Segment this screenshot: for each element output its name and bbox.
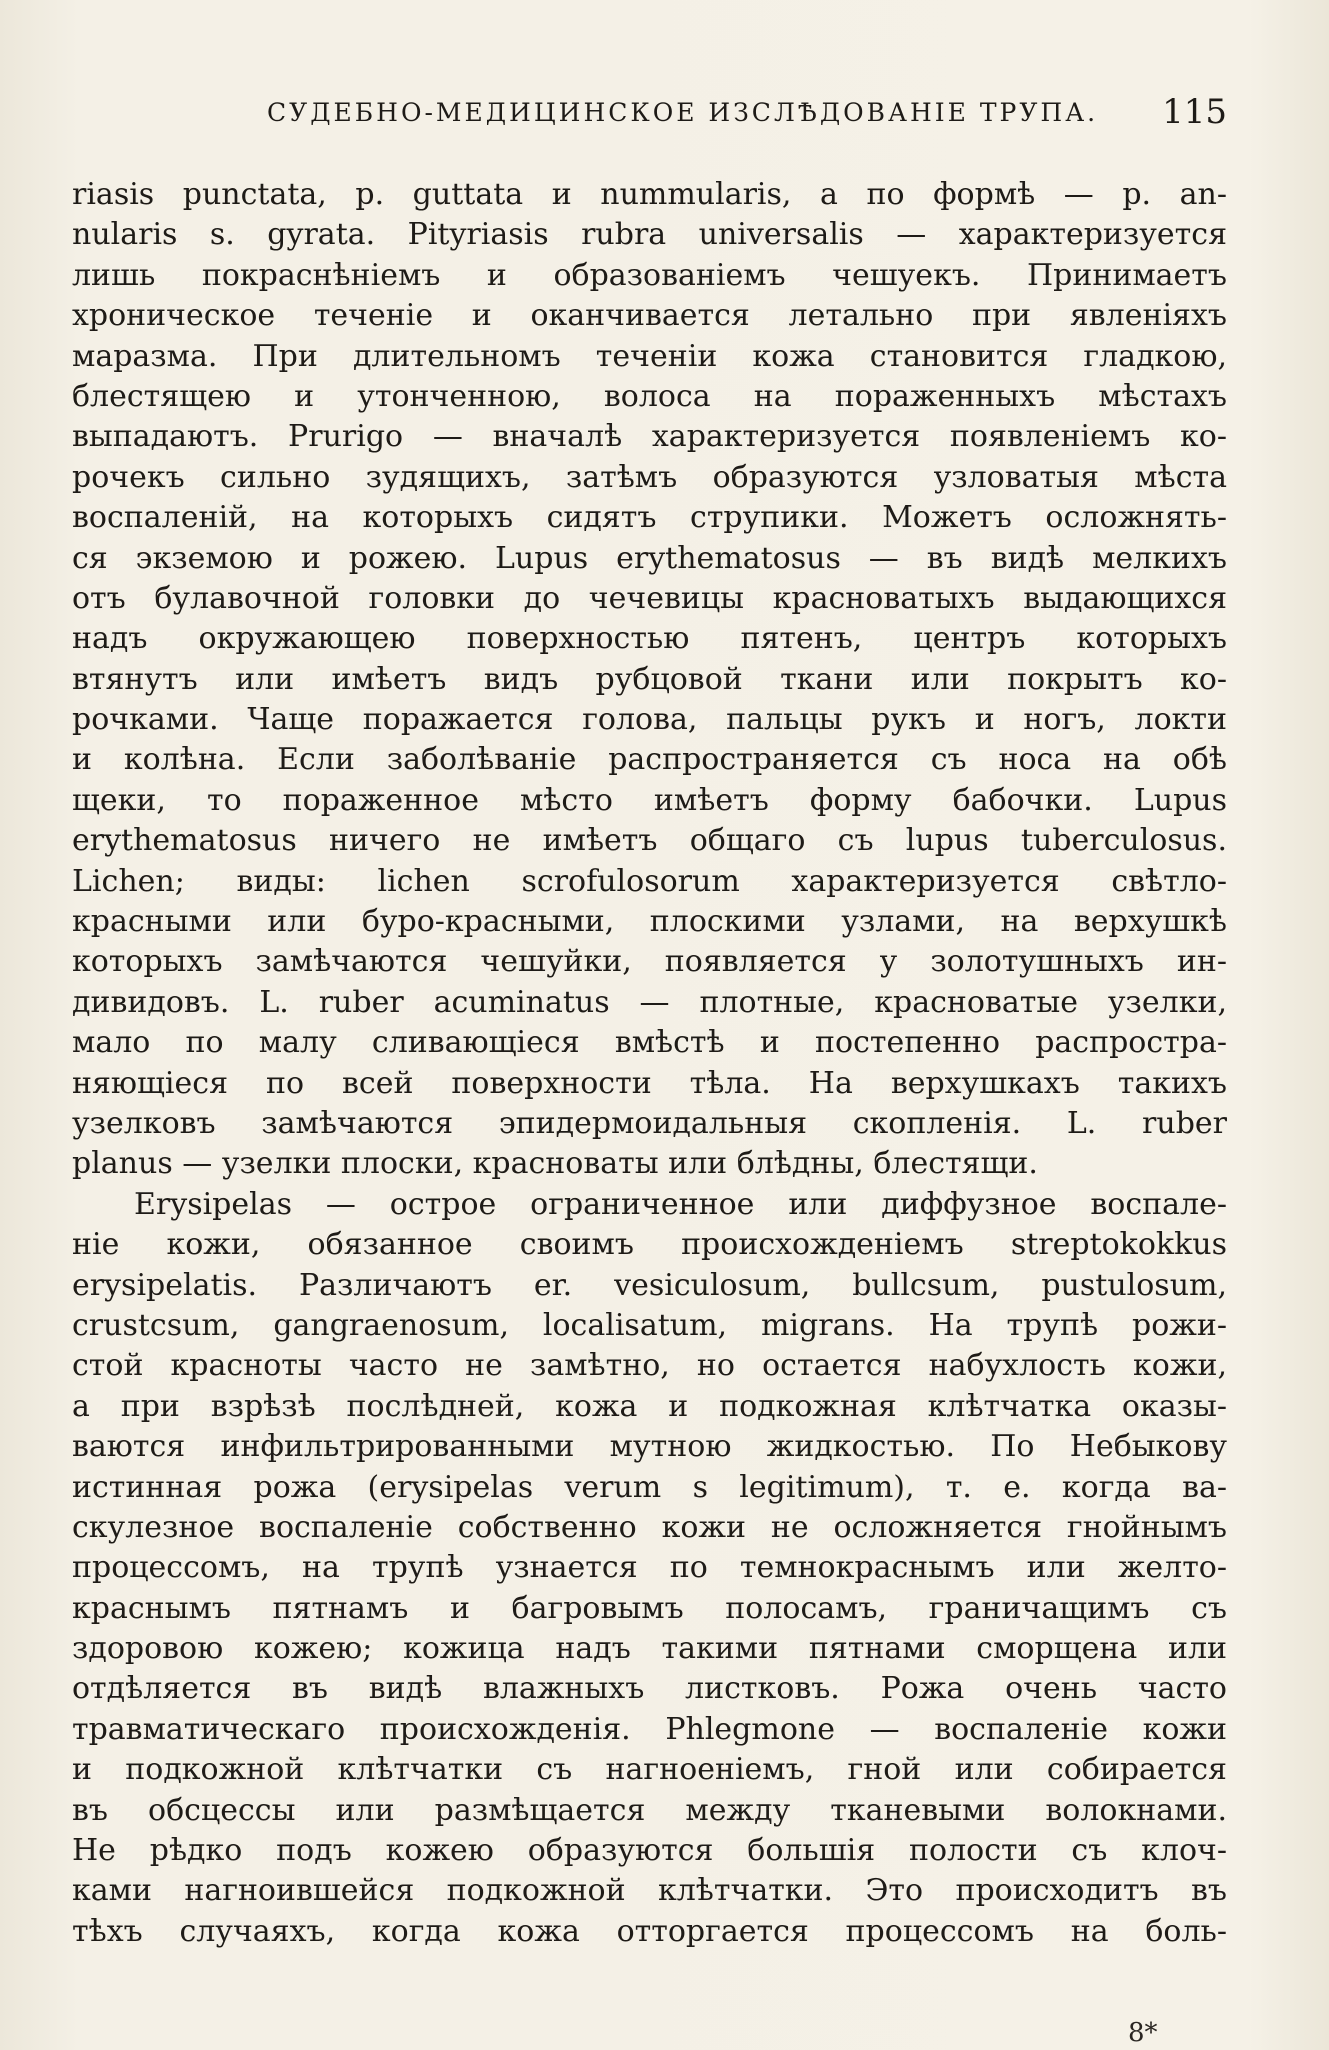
text-line: травматическаго происхожденія. Phlegmone — воспаленіе кожи — [72, 1711, 1227, 1747]
text-line: втянутъ или имѣетъ видъ рубцовой ткани или покрытъ ко- — [72, 661, 1227, 697]
text-line: щеки, то пораженное мѣсто имѣетъ форму бабочки. Lupus — [72, 782, 1227, 818]
text-line: ваются инфильтрированными мутною жидкостью. По Небыкову — [72, 1429, 1227, 1465]
text-line: рочекъ сильно зудящихъ, затѣмъ образуются узловатыя мѣста — [72, 459, 1227, 495]
text-line: маразма. При длительномъ теченіи кожа становится гладкою, — [72, 338, 1227, 374]
text-line: воспаленій, на которыхъ сидятъ струпики. Можетъ осложнять- — [72, 500, 1227, 536]
text-line: Не рѣдко подъ кожею образуются большія полости съ клоч- — [72, 1833, 1227, 1869]
text-line: тѣхъ случаяхъ, когда кожа отторгается процессомъ на боль- — [72, 1913, 1227, 1949]
text-line: здоровою кожею; кожица надъ такими пятнами сморщена или — [72, 1631, 1227, 1667]
text-line: отдѣляется въ видѣ влажныхъ листковъ. Рожа очень часто — [72, 1671, 1227, 1707]
text-line-paragraph-start: Erysipelas — острое ограниченное или диффузное воспале- — [134, 1186, 1227, 1222]
text-line: процессомъ, на трупѣ узнается по темнокраснымъ или желто- — [72, 1550, 1227, 1586]
text-line: истинная рожа (erysipelas verum s legitimum), т. е. когда ва- — [72, 1469, 1227, 1505]
text-line: ніе кожи, обязанное своимъ происхожденіемъ streptokokkus — [72, 1227, 1227, 1263]
text-line: выпадаютъ. Prurigo — вначалѣ характеризуется появленіемъ ко- — [72, 419, 1227, 455]
text-line: которыхъ замѣчаются чешуйки, появляется у золотушныхъ ин- — [72, 944, 1227, 980]
body-text — [72, 175, 1227, 1952]
text-line: хроническое теченіе и оканчивается летально при явленіяхъ — [72, 298, 1227, 334]
page-header — [72, 92, 1227, 136]
text-line: Lichen; виды: lichen scrofulosorum характеризуется свѣтло- — [72, 863, 1227, 899]
text-line: nularis s. gyrata. Pityriasis rubra universalis — характеризуется — [72, 217, 1227, 253]
text-line: мало по малу сливающіеся вмѣстѣ и постепенно распростра- — [72, 1025, 1227, 1061]
text-line: и подкожной клѣтчатки съ нагноеніемъ, гной или собирается — [72, 1752, 1227, 1788]
text-line: скулезное воспаленіе собственно кожи не осложняется гнойнымъ — [72, 1509, 1227, 1545]
text-line: ся экземою и рожею. Lupus erythematosus — въ видѣ мелкихъ — [72, 540, 1227, 576]
page-number: 115 — [1162, 92, 1227, 132]
text-line: красными или буро-красными, плоскими узлами, на верхушкѣ — [72, 904, 1227, 940]
text-line: узелковъ замѣчаются эпидермоидальныя скопленія. L. ruber — [72, 1105, 1227, 1141]
text-line: и колѣна. Если заболѣваніе распространяется съ носа на обѣ — [72, 742, 1227, 778]
text-line: erysipelatis. Различаютъ er. vesiculosum, bullcsum, pustulosum, — [72, 1267, 1227, 1303]
text-line: ками нагноившейся подкожной клѣтчатки. Это происходитъ въ — [72, 1873, 1227, 1909]
text-line: riasis punctata, p. guttata и nummularis, а по формѣ — p. an- — [72, 177, 1227, 212]
text-line: отъ булавочной головки до чечевицы красноватыхъ выдающихся — [72, 580, 1227, 616]
text-line: краснымъ пятнамъ и багровымъ полосамъ, граничащимъ съ — [72, 1590, 1227, 1626]
text-line: блестящею и утонченною, волоса на пораженныхъ мѣстахъ — [72, 378, 1227, 414]
text-line: стой красноты часто не замѣтно, но остается набухлость кожи, — [72, 1348, 1227, 1384]
signature-mark: 8* — [1128, 2018, 1158, 2048]
text-line-paragraph-end: planus — узелки плоски, красноваты или блѣдны, блестящи. — [72, 1146, 1038, 1182]
running-title: СУДЕБНО-МЕДИЦИНСКОЕ ИЗСЛѢДОВАНІЕ ТРУПА. — [267, 98, 1099, 127]
text-line: crustcsum, gangraenosum, localisatum, migrans. На трупѣ рожи- — [72, 1307, 1227, 1343]
text-line: дивидовъ. L. ruber acuminatus — плотные, красноватые узелки, — [72, 984, 1227, 1020]
text-line: лишь покраснѣніемъ и образованіемъ чешуекъ. Принимаетъ — [72, 257, 1227, 293]
text-line: надъ окружающею поверхностью пятенъ, центръ которыхъ — [72, 621, 1227, 657]
text-line: въ обсцессы или размѣщается между тканевыми волокнами. — [72, 1792, 1227, 1828]
text-line: рочками. Чаще поражается голова, пальцы рукъ и ногъ, локти — [72, 702, 1227, 738]
text-line: erythematosus ничего не имѣетъ общаго съ lupus tuberculosus. — [72, 823, 1227, 859]
text-line: няющіеся по всей поверхности тѣла. На верхушкахъ такихъ — [72, 1065, 1227, 1101]
text-line: а при взрѣзѣ послѣдней, кожа и подкожная клѣтчатка оказы- — [72, 1388, 1227, 1424]
